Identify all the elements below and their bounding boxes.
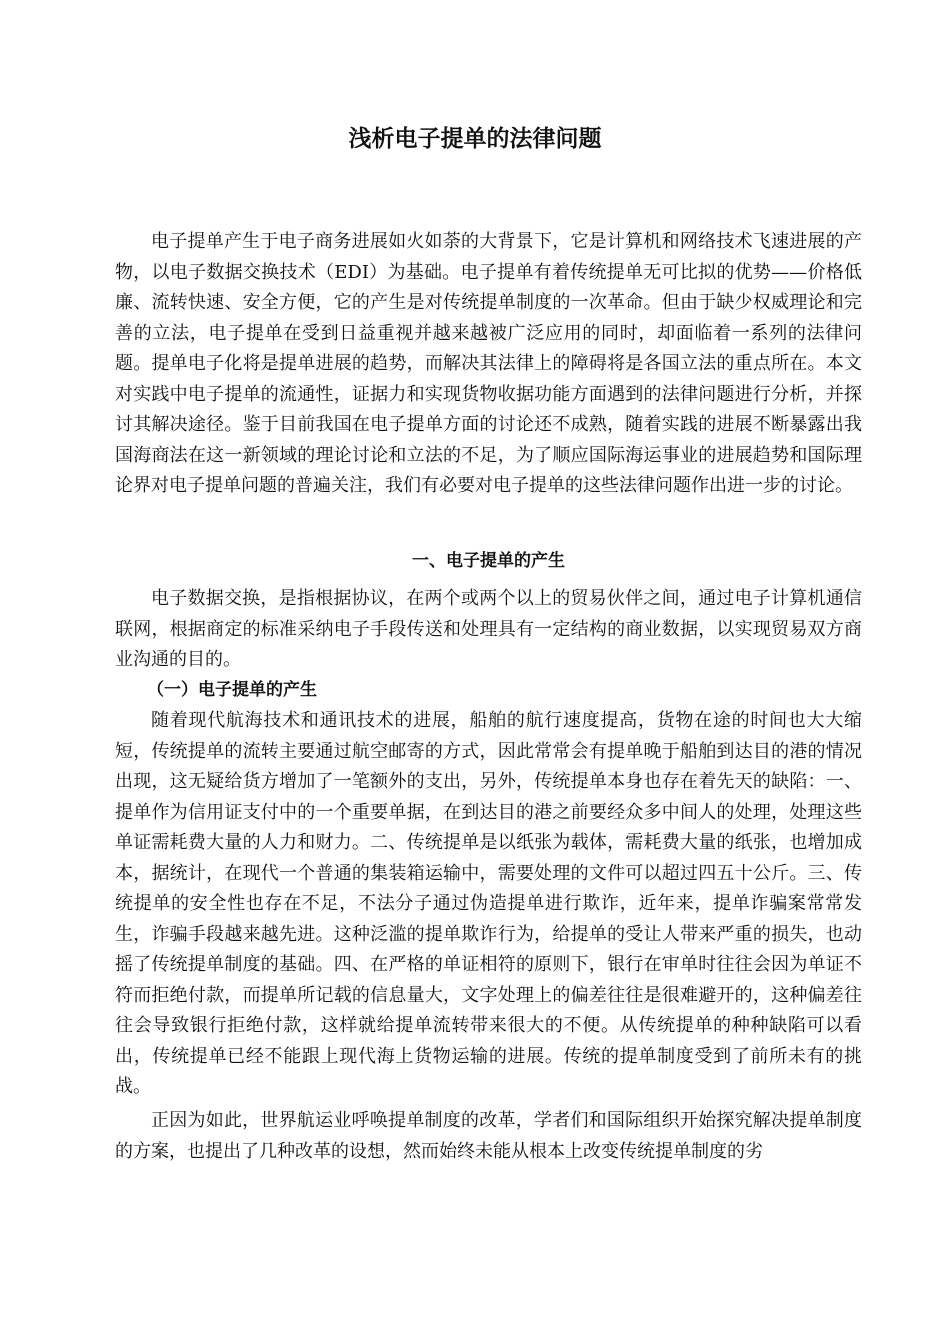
section-heading: 一、电子提单的产生 xyxy=(412,551,565,571)
subsection-heading: （一）电子提单的产生 xyxy=(147,680,317,700)
body-paragraph: 随着现代航海技术和通讯技术的进展，船舶的航行速度提高，货物在途的时间也大大缩短，传统提单的流转主要通过航空邮寄的方式，因此常常会有提单晚于船舶到达目的港的情况出现，这无疑给货方增加了一笔额外的支出，另外，传统提单本身也存在着先天的缺陷：一、提单作为信用证支付中的一个重要单据，在到达目的港之前要经众多中间人的处理，处理这些单证需耗费大量的人力和财力。二、传统提单是以纸张为载体，需耗费大量的纸张，也增加成本，据统计，在现代一个普通的集装箱运输中，需要处理的文件可以超过四五十公斤。三、传统提单的安全性也存在不足，不法分子通过伪造提单进行欺诈，近年来，提单诈骗案常常发生，诈骗手段越来越先进。这种泛滥的提单欺诈行为，给提单的受让人带来严重的损失，也动摇了传统提单制度的基础。四、在严格的单证相符的原则下，银行在审单时往往会因为单证不符而拒绝付款，而提单所记载的信息量大，文字处理上的偏差往往是很难避开的，这种偏差往往会导致银行拒绝付款，这样就给提单流转带来很大的不便。从传统提单的种种缺陷可以看出，传统提单已经不能跟上现代海上货物运输的进展。传统的提单制度受到了前所未有的挑战。 xyxy=(115,710,862,1097)
document-title: 浅析电子提单的法律问题 xyxy=(348,126,602,152)
body-paragraph-continued: 正因为如此，世界航运业呼唤提单制度的改革，学者们和国际组织开始探究解决提单制度的方案，也提出了几种改革的设想，然而始终未能从根本上改变传统提单制度的劣 xyxy=(115,1110,862,1162)
section-intro-paragraph: 电子数据交换，是指根据协议，在两个或两个以上的贸易伙伴之间，通过电子计算机通信联网，根据商定的标准采纳电子手段传送和处理具有一定结构的商业数据，以实现贸易双方商业沟通的目的。 xyxy=(115,588,862,670)
abstract-paragraph: 电子提单产生于电子商务进展如火如荼的大背景下，它是计算机和网络技术飞速进展的产物，以电子数据交换技术（EDI）为基础。电子提单有着传统提单无可比拟的优势——价格低廉、流转快速、安全方便，它的产生是对传统提单制度的一次革命。但由于缺少权威理论和完善的立法，电子提单在受到日益重视并越来越被广泛应用的同时，却面临着一系列的法律问题。提单电子化将是提单进展的趋势，而解决其法律上的障碍将是各国立法的重点所在。本文对实践中电子提单的流通性，证据力和实现货物收据功能方面遇到的法律问题进行分析，并探讨其解决途径。鉴于目前我国在电子提单方面的讨论还不成熟，随着实践的进展不断暴露出我国海商法在这一新领域的理论讨论和立法的不足，为了顺应国际海运事业的进展趋势和国际理论界对电子提单问题的普遍关注，我们有必要对电子提单的这些法律问题作出进一步的讨论。 xyxy=(115,231,862,496)
